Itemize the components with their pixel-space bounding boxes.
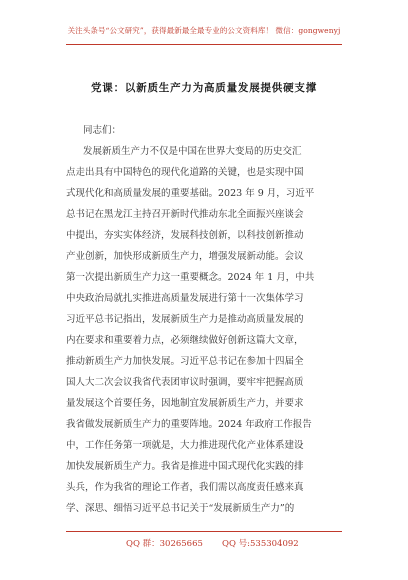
body-line: 学、深思、细悟习近平总书记关于“发展新质生产力”的 [66,503,295,514]
body-line: 习近平总书记指出，发展新质生产力是推动高质量发展的 [66,314,304,325]
body-line: 中，工作任务第一项就是，大力推进现代化产业体系建设 [66,440,304,451]
body-line: 我省做发展新质生产力的重要阵地。2024 年政府工作报告 [66,419,312,430]
body-line: 中央政治局就扎实推进高质量发展进行第十一次集体学习 [66,293,304,304]
body-line: 加快发展新质生产力。我省是推进中国式现代化实践的排 [66,461,304,472]
body-line: 发展新质生产力不仅是中国在世界大变局的历史交汇 [83,146,302,157]
document-title: 党课：以新质生产力为高质量发展提供硬支撑 [91,82,317,94]
salutation: 同志们： [83,125,122,136]
body-line: 第一次提出新质生产力这一重要概念。2024 年 1 月，中共 [66,272,315,283]
body-line: 量发展这个首要任务，因地制宜发展新质生产力，并要求 [66,398,304,409]
body-line: 推动新质生产力加快发展。习近平总书记在参加十四届全 [66,356,304,367]
body-line: 头兵，作为我省的理论工作者，我们需以高度责任感来真 [66,482,304,493]
body-line: 内在要求和重要着力点，必须继续做好创新这篇大文章， [66,335,304,346]
footer-divider [66,531,342,532]
body-line: 式现代化和高质量发展的重要基础。2023 年 9 月，习近平 [66,188,315,199]
body-line: 国人大二次会议我省代表团审议时强调，要牢牢把握高质 [66,377,304,388]
footer-qq-group: QQ 群：30265665 [126,539,203,549]
body-line: 产业创新，加快形成新质生产力，增强发展新动能。会议 [66,251,304,262]
footer-qq-number: QQ 号:535304092 [222,539,299,549]
body-line: 中提出，夯实实体经济，发展科技创新，以科技创新推动 [66,230,304,241]
header-banner: 关注头条号“公文研究”，获得最新最全最专业的公文资料库！ 微信：gongwenyj [67,26,341,35]
body-line: 总书记在黑龙江主持召开新时代推动东北全面振兴座谈会 [66,209,304,220]
body-line: 点走出具有中国特色的现代化道路的关键，也是实现中国 [66,167,304,178]
header-divider [66,44,342,45]
